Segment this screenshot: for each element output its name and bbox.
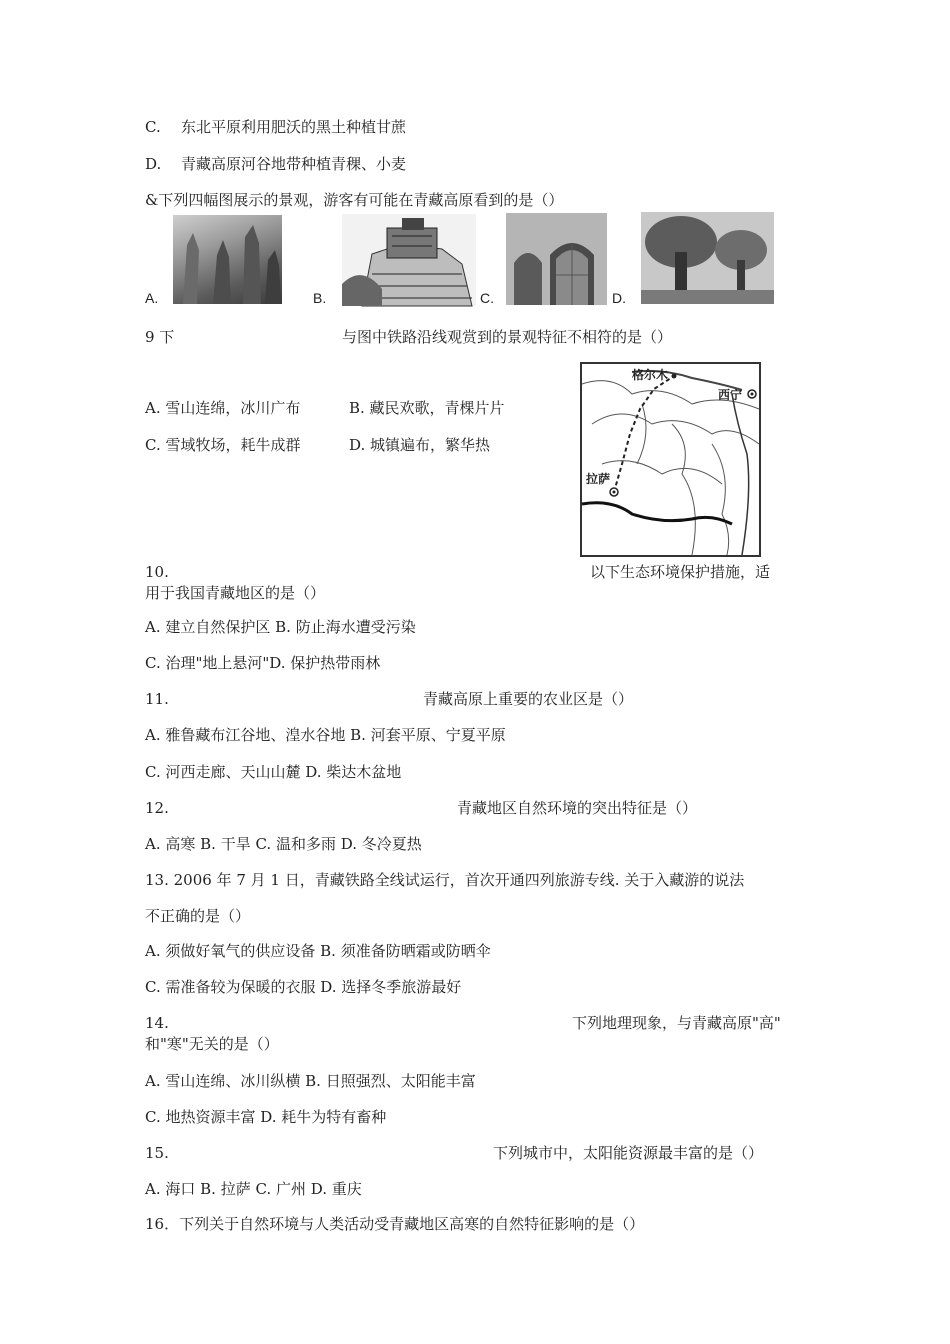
cave-dwelling-photo [506, 213, 607, 305]
q9-option-b: B. 藏民欢歌，青棵片片 [349, 399, 505, 417]
option-d-text: 青藏高原河谷地带种植青稞、小麦 [181, 155, 407, 173]
option-c-letter: C. [145, 118, 161, 136]
question-8: &下列四幅图展示的景观，游客有可能在青藏高原看到的是（） [145, 191, 564, 209]
q13-options-cd: C. 需准备较为保暖的衣服 D. 选择冬季旅游最好 [145, 978, 462, 996]
option-c-text: 东北平原利用肥沃的黑土种植甘蔗 [181, 118, 407, 136]
map-label-lhasa: 拉萨 [586, 472, 611, 486]
q14-options-ab: A. 雪山连绵、冰川纵横 B. 日照强烈、太阳能丰富 [145, 1072, 476, 1090]
question-11-number: 11. [145, 690, 169, 708]
option-d-letter: D. [145, 155, 162, 173]
question-15-number: 15. [145, 1144, 169, 1162]
photo-c-label: C. [480, 290, 494, 306]
q15-options: A. 海口 B. 拉萨 C. 广州 D. 重庆 [145, 1180, 362, 1198]
question-13-text-b: 不正确的是（） [145, 907, 251, 925]
q14-options-cd: C. 地热资源丰富 D. 耗牛为特有畜种 [145, 1108, 387, 1126]
question-10-text-b: 用于我国青藏地区的是（） [145, 584, 326, 602]
question-10-number: 10. [145, 563, 169, 581]
question-14-number: 14. [145, 1014, 169, 1032]
question-12-number: 12. [145, 799, 169, 817]
photo-d-label: D. [612, 290, 626, 306]
map-label-xining: 西宁 [718, 388, 743, 402]
q10-options-ab: A. 建立自然保护区 B. 防止海水遭受污染 [145, 618, 416, 636]
photo-b-label: B. [313, 290, 327, 306]
question-9-number: 9 下 [145, 328, 175, 346]
map-label-golmud: 格尔木 [632, 368, 669, 382]
q12-options: A. 高寒 B. 干旱 C. 温和多雨 D. 冬冷夏热 [145, 835, 422, 853]
q9-option-d: D. 城镇遍布，繁华热 [349, 436, 491, 454]
q9-option-c: C. 雪域牧场，耗牛成群 [145, 436, 301, 454]
q9-option-a: A. 雪山连绵，冰川广布 [145, 399, 301, 417]
question-10-text-a: 以下生态环境保护措施，适 [590, 563, 771, 581]
question-16-text: 16．下列关于自然环境与人类活动受青藏地区高寒的自然特征影响的是（） [145, 1215, 645, 1233]
photo-a-label: A. [145, 290, 159, 306]
q10-options-cd: C. 治理"地上悬河"D. 保护热带雨林 [145, 654, 381, 672]
question-14-text-b: 和"寒"无关的是（） [145, 1035, 279, 1053]
q11-options-cd: C. 河西走廊、天山山麓 D. 柴达木盆地 [145, 763, 402, 781]
question-9-text: 与图中铁路沿线观赏到的景观特征不相符的是（） [342, 328, 673, 346]
question-11-text: 青藏高原上重要的农业区是（） [423, 690, 634, 708]
q13-options-ab: A. 须做好氧气的供应设备 B. 须准备防晒霜或防晒伞 [145, 942, 491, 960]
desert-poplar-photo [641, 212, 774, 304]
question-15-text: 下列城市中，太阳能资源最丰富的是（） [493, 1144, 764, 1162]
qinghai-tibet-railway-map [580, 362, 761, 557]
stone-forest-photo [173, 215, 282, 304]
question-14-text-a: 下列地理现象，与青藏高原"高" [572, 1014, 781, 1032]
potala-palace-photo [342, 214, 476, 306]
q11-options-ab: A. 雅鲁藏布江谷地、湟水谷地 B. 河套平原、宁夏平原 [145, 726, 506, 744]
question-12-text: 青藏地区自然环境的突出特征是（） [457, 799, 698, 817]
question-13-text-a: 13. 2006 年 7 月 1 日，青藏铁路全线试运行，首次开通四列旅游专线. 关于入藏游的说法 [145, 871, 745, 889]
